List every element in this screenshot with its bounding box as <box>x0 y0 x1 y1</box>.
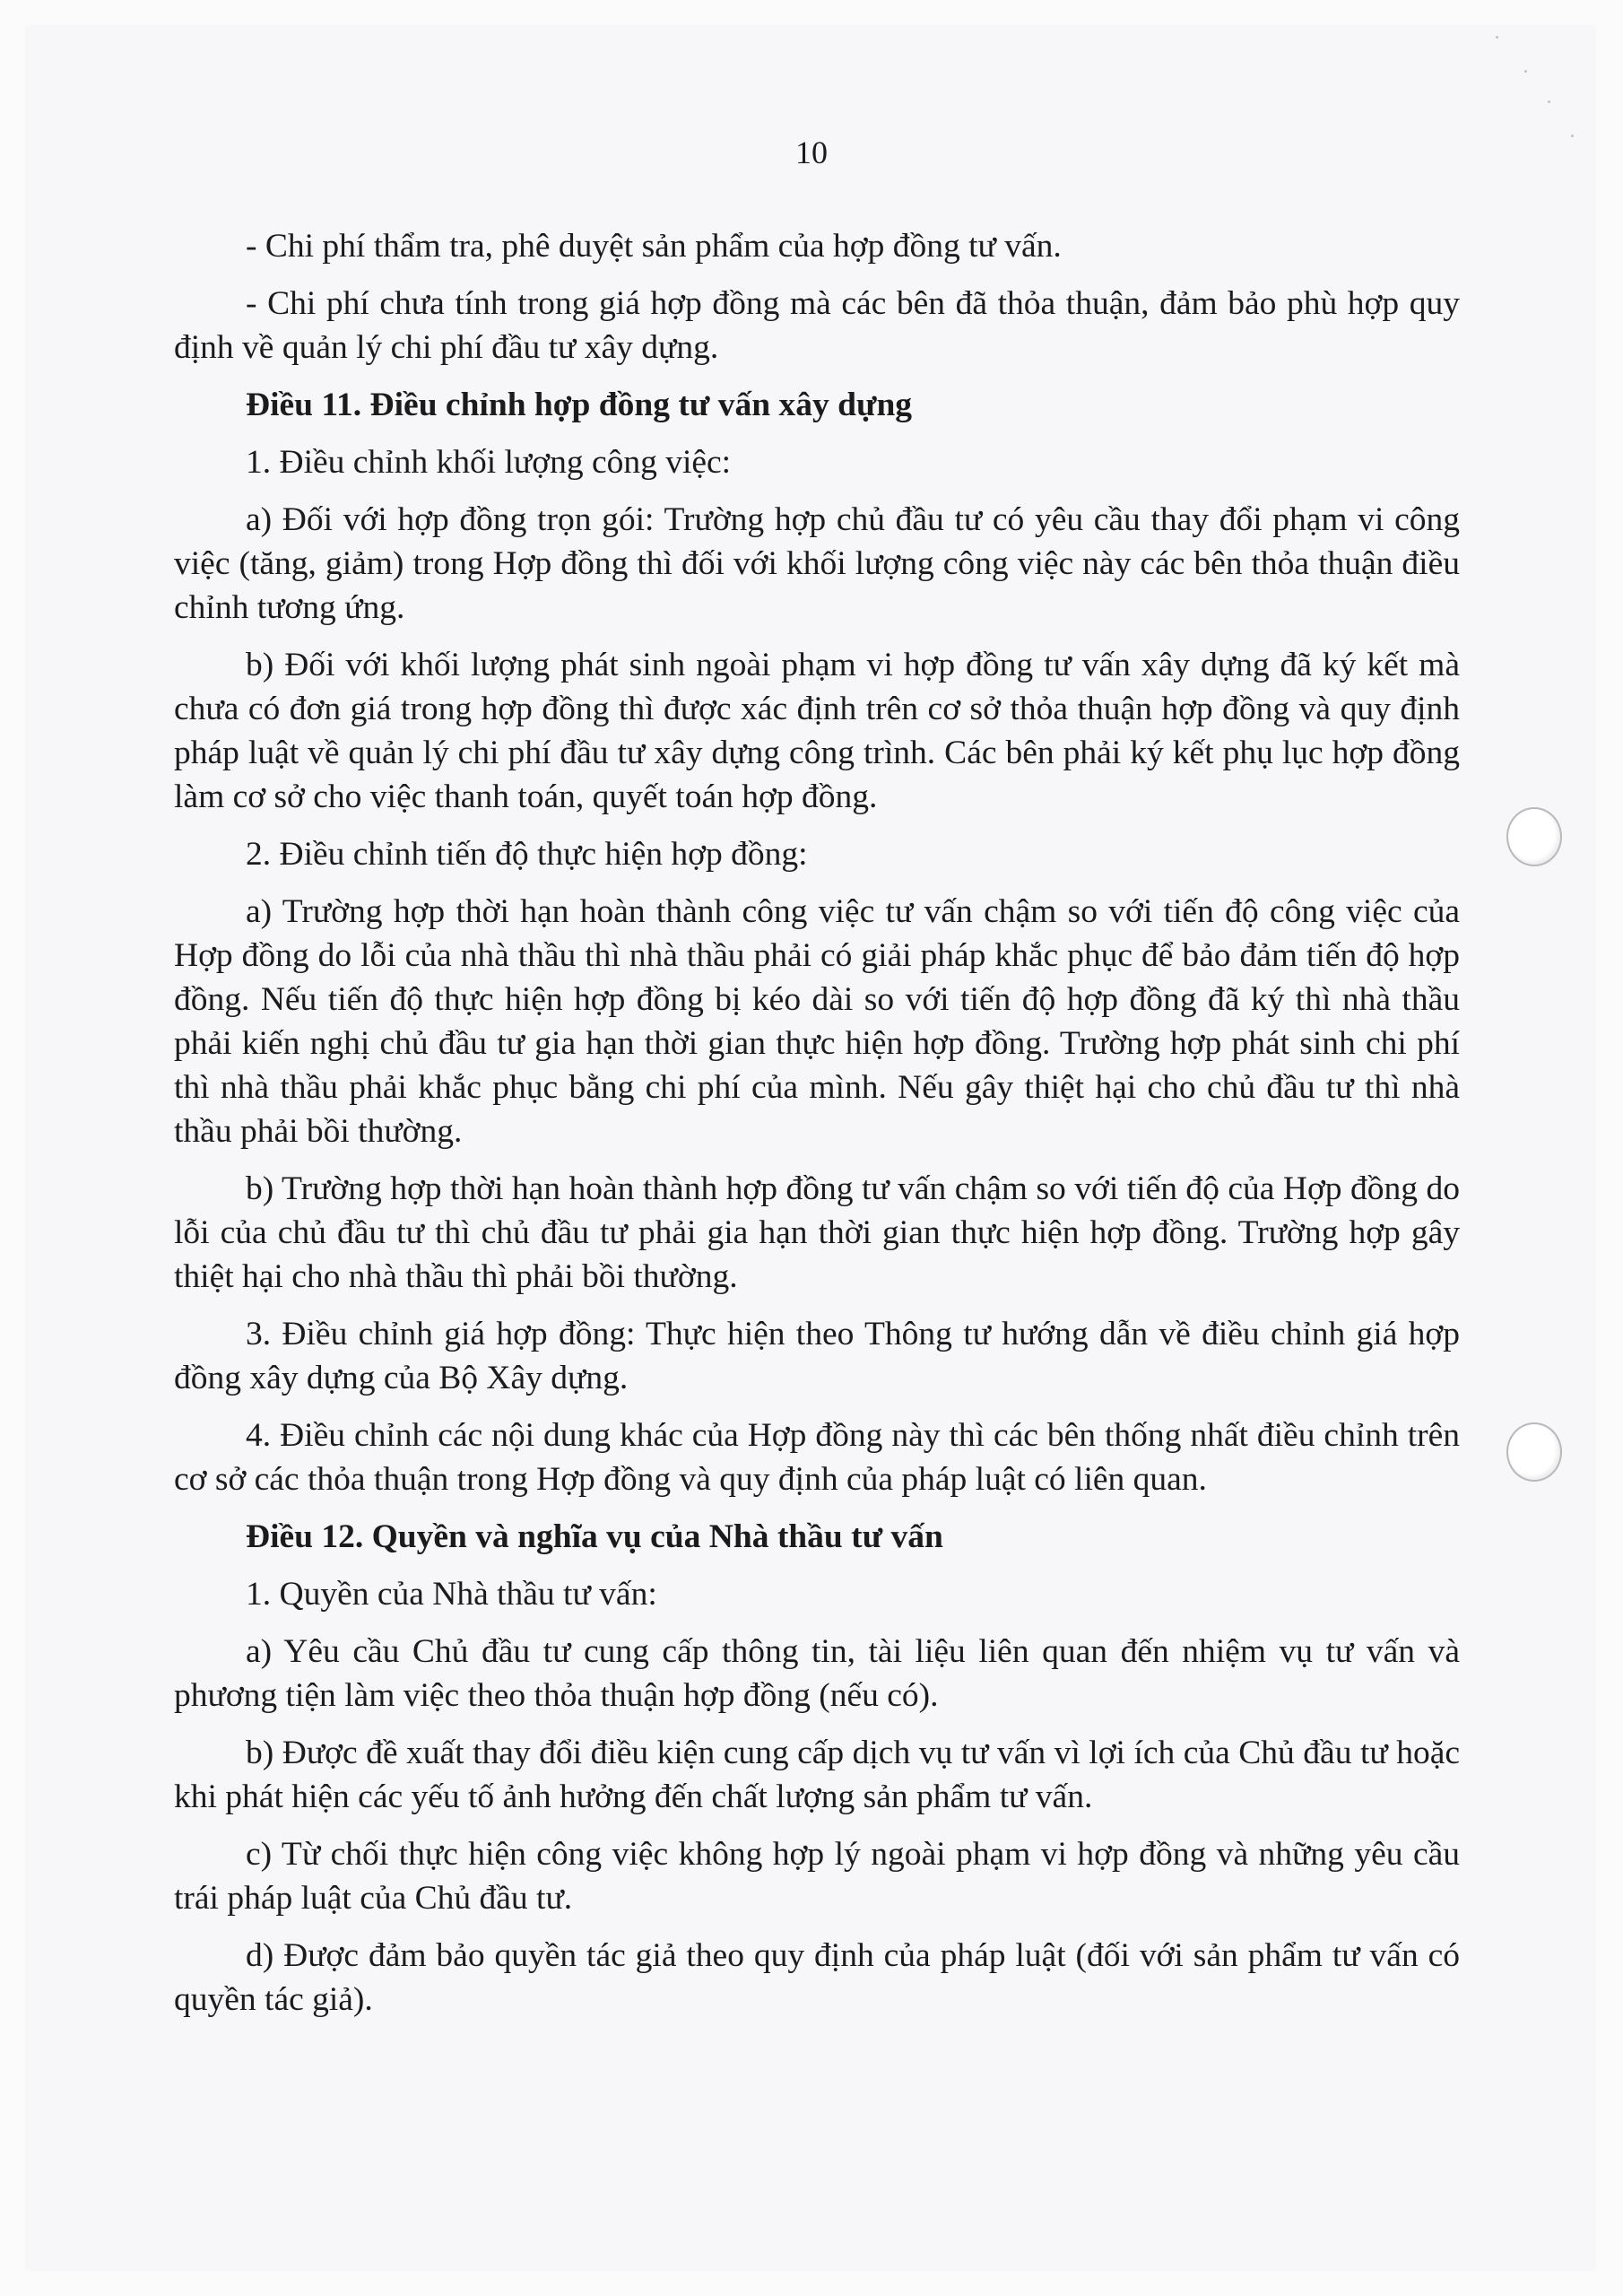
scan-speck <box>1524 70 1527 73</box>
article-12-heading: Điều 12. Quyền và nghĩa vụ của Nhà thầu tư vấn <box>246 1518 943 1555</box>
document-body <box>174 224 1460 2035</box>
punch-hole-bottom <box>1506 1422 1562 1482</box>
clause-12-1-c: c) Từ chối thực hiện công việc không hợp lý ngoài phạm vi hợp đồng và những yêu cầu trái pháp luật của Chủ đầu tư. <box>174 1836 1460 1917</box>
clause-12-1-a: a) Yêu cầu Chủ đầu tư cung cấp thông tin, tài liệu liên quan đến nhiệm vụ tư vấn và phương tiện làm việc theo thỏa thuận hợp đồng (nếu có). <box>174 1633 1460 1714</box>
clause-11-2: 2. Điều chỉnh tiến độ thực hiện hợp đồng: <box>246 836 808 873</box>
clause-12-1: 1. Quyền của Nhà thầu tư vấn: <box>246 1576 657 1613</box>
clause-11-1: 1. Điều chỉnh khối lượng công việc: <box>246 444 732 481</box>
paragraph-cost-review: - Chi phí thẩm tra, phê duyệt sản phẩm của hợp đồng tư vấn. <box>246 228 1062 265</box>
clause-11-4: 4. Điều chỉnh các nội dung khác của Hợp đồng này thì các bên thống nhất điều chỉnh trên cơ sở các thỏa thuận trong Hợp đồng và quy định của pháp luật có liên quan. <box>174 1417 1460 1498</box>
clause-11-1-b: b) Đối với khối lượng phát sinh ngoài phạm vi hợp đồng tư vấn xây dựng đã ký kết mà chưa có đơn giá trong hợp đồng thì được xác định trên cơ sở thỏa thuận hợp đồng và quy định pháp luật về quản lý chi phí đầu tư xây dựng công trình. Các bên phải ký kết phụ lục hợp đồng làm cơ sở cho việc thanh toán, quyết toán hợp đồng. <box>174 647 1460 815</box>
scan-speck <box>1548 100 1550 103</box>
page-number: 10 <box>795 135 828 170</box>
scan-speck <box>1496 36 1498 39</box>
punch-hole-top <box>1506 807 1562 866</box>
clause-12-1-d: d) Được đảm bảo quyền tác giả theo quy định của pháp luật (đối với sản phẩm tư vấn có quyền tác giả). <box>174 1937 1460 2018</box>
clause-11-2-b: b) Trường hợp thời hạn hoàn thành hợp đồng tư vấn chậm so với tiến độ của Hợp đồng do lỗi của chủ đầu tư thì chủ đầu tư phải gia hạn thời gian thực hiện hợp đồng. Trường hợp gây thiệt hại cho nhà thầu thì phải bồi thường. <box>174 1170 1460 1295</box>
paragraph-cost-uncounted: - Chi phí chưa tính trong giá hợp đồng mà các bên đã thỏa thuận, đảm bảo phù hợp quy định về quản lý chi phí đầu tư xây dựng. <box>174 285 1460 366</box>
article-11-heading: Điều 11. Điều chỉnh hợp đồng tư vấn xây dựng <box>246 387 913 423</box>
clause-11-3: 3. Điều chỉnh giá hợp đồng: Thực hiện theo Thông tư hướng dẫn về điều chỉnh giá hợp đồng xây dựng của Bộ Xây dựng. <box>174 1316 1460 1396</box>
clause-11-2-a: a) Trường hợp thời hạn hoàn thành công việc tư vấn chậm so với tiến độ công việc của Hợp đồng do lỗi của nhà thầu thì nhà thầu phải có giải pháp khắc phục để bảo đảm tiến độ hợp đồng. Nếu tiến độ thực hiện hợp đồng bị kéo dài so với tiến độ hợp đồng đã ký thì nhà thầu phải kiến nghị chủ đầu tư gia hạn thời gian thực hiện hợp đồng. Trường hợp phát sinh chi phí thì nhà thầu phải khắc phục bằng chi phí của mình. Nếu gây thiệt hại cho chủ đầu tư thì nhà thầu phải bồi thường. <box>174 893 1460 1150</box>
clause-11-1-a: a) Đối với hợp đồng trọn gói: Trường hợp chủ đầu tư có yêu cầu thay đổi phạm vi công việc (tăng, giảm) trong Hợp đồng thì đối với khối lượng công việc này các bên thỏa thuận điều chỉnh tương ứng. <box>174 501 1460 626</box>
clause-12-1-b: b) Được đề xuất thay đổi điều kiện cung cấp dịch vụ tư vấn vì lợi ích của Chủ đầu tư hoặc khi phát hiện các yếu tố ảnh hưởng đến chất lượng sản phẩm tư vấn. <box>174 1735 1460 1815</box>
